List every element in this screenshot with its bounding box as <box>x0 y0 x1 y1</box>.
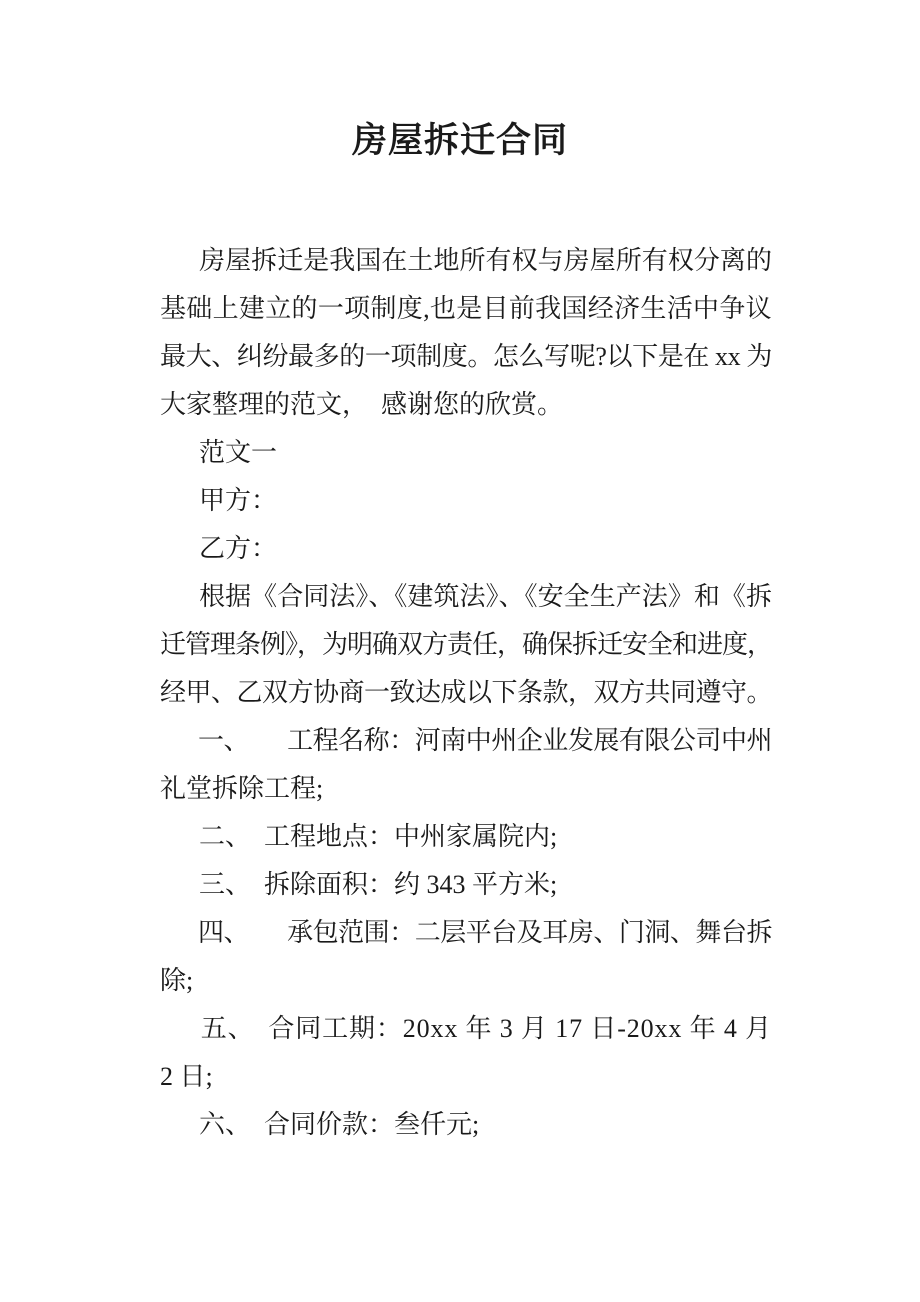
text-line: 根据《合同法》、《建筑法》、《安全生产法》和《拆 <box>160 582 772 611</box>
paragraph <box>160 477 772 525</box>
paragraph <box>160 717 772 813</box>
paragraph <box>160 861 772 909</box>
paragraph <box>160 1005 772 1101</box>
text-line: 甲方： <box>160 486 278 515</box>
text-line: 2 日; <box>160 1062 213 1091</box>
paragraph <box>160 909 772 1005</box>
document-title: 房屋拆迁合同 <box>351 121 568 160</box>
text-line: 经甲、乙双方协商一致达成以下条款，双方共同遵守。 <box>160 678 772 707</box>
paragraph <box>160 573 772 717</box>
text-line: 最大、纠纷最多的一项制度。怎么写呢?以下是在 xx 为 <box>160 342 772 371</box>
paragraph <box>160 525 772 573</box>
text-line: 迁管理条例》，为明确双方责任，确保拆迁安全和进度， <box>160 630 772 659</box>
text-line: 五、 合同工期：20xx 年 3 月 17 日-20xx 年 4 月 <box>160 1014 772 1043</box>
document-body <box>160 237 772 1149</box>
text-line: 大家整理的范文， 感谢您的欣赏。 <box>160 390 564 419</box>
text-line: 二、 工程地点：中州家属院内; <box>160 822 558 851</box>
text-line: 范文一 <box>160 438 278 467</box>
text-line: 一、 工程名称：河南中州企业发展有限公司中州 <box>160 726 772 755</box>
text-line: 基础上建立的一项制度,也是目前我国经济生活中争议 <box>160 294 772 323</box>
text-line: 房屋拆迁是我国在土地所有权与房屋所有权分离的 <box>160 246 772 275</box>
text-line: 六、 合同价款：叁仟元; <box>160 1110 480 1139</box>
text-line: 礼堂拆除工程; <box>160 774 324 803</box>
paragraph <box>160 429 772 477</box>
text-line: 乙方： <box>160 534 278 563</box>
text-line: 四、 承包范围：二层平台及耳房、门洞、舞台拆 <box>160 918 772 947</box>
paragraph <box>160 1101 772 1149</box>
text-line: 三、 拆除面积：约 343 平方米; <box>160 870 558 899</box>
paragraph <box>160 813 772 861</box>
text-line: 除; <box>160 966 194 995</box>
paragraph <box>160 237 772 429</box>
